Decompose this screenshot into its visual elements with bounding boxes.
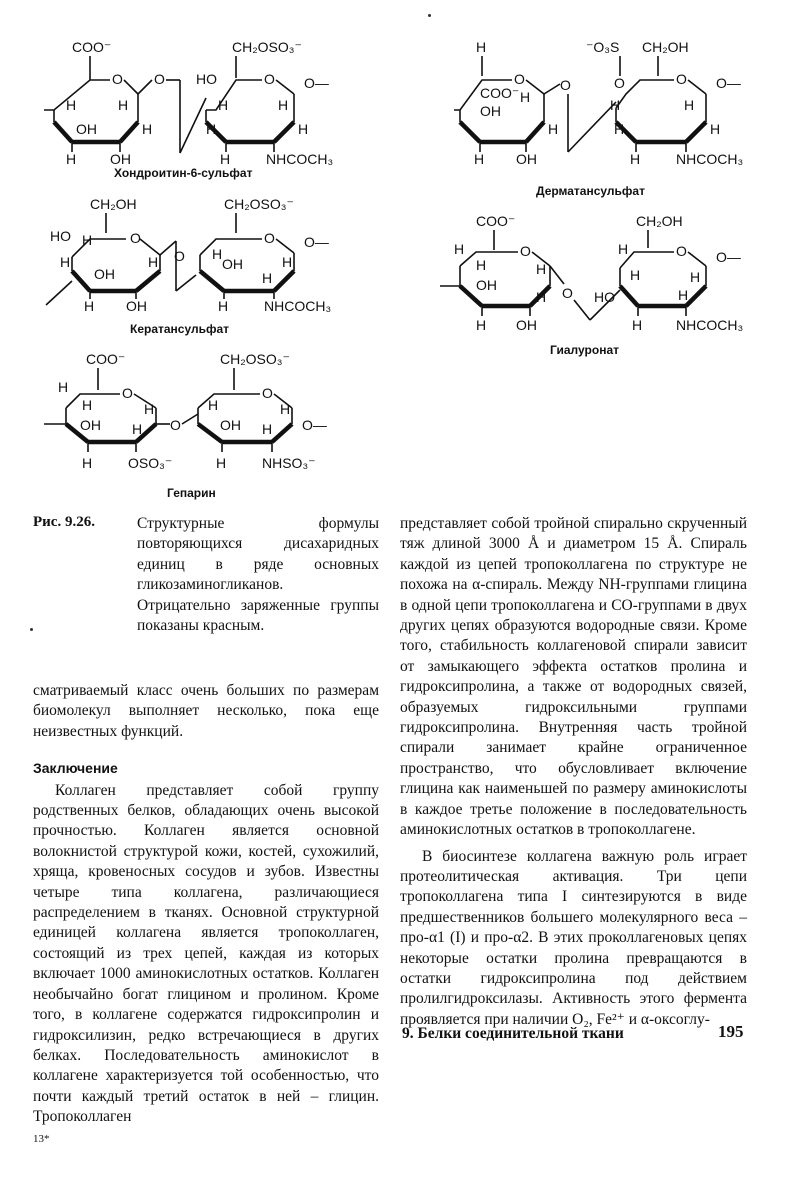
svg-text:NHCOCH₃: NHCOCH₃ xyxy=(264,298,332,314)
svg-text:O: O xyxy=(262,385,273,401)
svg-text:H: H xyxy=(548,121,559,137)
svg-text:H: H xyxy=(218,298,229,314)
figure-label: Рис. 9.26. xyxy=(33,514,95,530)
svg-text:OH: OH xyxy=(516,151,537,167)
dermatan-sulfate-structure xyxy=(440,38,770,168)
svg-text:H: H xyxy=(58,379,69,395)
dermatan-sulfate-name: Дерматансульфат xyxy=(536,184,645,198)
svg-text:COO⁻: COO⁻ xyxy=(476,213,516,229)
svg-text:⁻O₃S: ⁻O₃S xyxy=(586,39,620,55)
svg-text:H: H xyxy=(298,121,309,137)
svg-text:H: H xyxy=(520,89,531,105)
svg-text:H: H xyxy=(476,39,487,55)
svg-text:HO: HO xyxy=(50,228,71,244)
chondroitin-sulfate-structure xyxy=(36,38,366,168)
svg-text:HO: HO xyxy=(196,71,217,87)
svg-text:H: H xyxy=(476,317,487,333)
running-footer-chapter: 9. Белки соединительной ткани xyxy=(402,1025,624,1042)
svg-text:H: H xyxy=(280,401,291,417)
svg-text:H: H xyxy=(218,97,229,113)
svg-text:H: H xyxy=(536,289,547,305)
right-column xyxy=(400,514,747,1030)
right-paragraph-biosynthesis: В биосинтезе коллагена важную роль играет протеолитическая активация. Три цепи тропоколлагена типа I синтезируются в виде предшественников большего молекулярного веса – про-α1 (I) и про-α2. В этих проколлагеновых цепях некоторые остатки пролина превращаются в остатки гидроксипролина под действием пролилгидроксилазы. Активность этого фермента проявляется при наличии O₂, Fe²⁺ и α-оксоглу- xyxy=(400,847,747,1028)
svg-text:H: H xyxy=(82,232,93,248)
hyaluronate-structure xyxy=(440,210,770,340)
svg-text:O—: O— xyxy=(304,75,329,91)
svg-text:CH₂OH: CH₂OH xyxy=(642,39,689,55)
svg-text:H: H xyxy=(66,151,77,167)
svg-text:CH₂OSO₃⁻: CH₂OSO₃⁻ xyxy=(232,39,302,55)
svg-text:H: H xyxy=(476,257,487,273)
svg-text:H: H xyxy=(630,151,641,167)
svg-text:H: H xyxy=(262,421,273,437)
left-paragraph-collagen: Коллаген представляет собой группу родственных белков, обладающих очень высокой прочностью. Коллаген является основной волокнистой структурой кожи, костей, сухожилий, хряща, кровеносных сосудов и зубов. Известны четыре типа коллагена, различающиеся распределением в тканях. Основной структурной единицей коллагена является тропоколлаген, состоящий из трех цепей, каждая из которых включает 1000 аминокислотных остатков. Коллаген необычайно богат глицином и пролином. Кроме того, в коллагене содержатся гидроксипролин и гидроксилизин, редко встречающиеся в других белках. Последовательность аминокислот в коллагене характеризуется той особенностью, что почти каждый третий остаток в ней – глицин. Тропоколлаген xyxy=(33,781,379,1126)
svg-text:OH: OH xyxy=(476,277,497,293)
svg-text:CH₂OSO₃⁻: CH₂OSO₃⁻ xyxy=(220,351,290,367)
svg-text:H: H xyxy=(212,246,223,262)
svg-text:COO⁻: COO⁻ xyxy=(86,351,126,367)
svg-text:O: O xyxy=(562,285,573,301)
keratan-sulfate-name: Кератансульфат xyxy=(130,322,230,336)
svg-text:OH: OH xyxy=(126,298,147,314)
scan-speck xyxy=(30,628,33,631)
svg-text:OH: OH xyxy=(110,151,131,167)
svg-text:O: O xyxy=(614,75,625,91)
svg-text:H: H xyxy=(678,287,689,303)
summary-heading: Заключение xyxy=(33,760,118,777)
svg-text:NHCOCH₃: NHCOCH₃ xyxy=(676,151,744,167)
svg-text:H: H xyxy=(262,270,273,286)
left-column xyxy=(33,681,379,1128)
svg-text:NHCOCH₃: NHCOCH₃ xyxy=(676,317,744,333)
svg-text:O—: O— xyxy=(304,234,329,250)
svg-text:H: H xyxy=(60,254,71,270)
svg-text:HO: HO xyxy=(594,289,615,305)
chondroitin-sulfate-name: Хондроитин-6-сульфат xyxy=(114,166,253,180)
svg-text:O: O xyxy=(520,243,531,259)
svg-text:O: O xyxy=(170,417,181,433)
svg-text:H: H xyxy=(216,455,227,471)
svg-text:H: H xyxy=(474,151,485,167)
svg-text:H: H xyxy=(118,97,129,113)
svg-text:O: O xyxy=(514,71,525,87)
svg-text:H: H xyxy=(690,269,701,285)
svg-text:O: O xyxy=(264,71,275,87)
svg-text:O—: O— xyxy=(716,249,741,265)
svg-text:OH: OH xyxy=(94,266,115,282)
svg-text:H: H xyxy=(278,97,289,113)
svg-text:O: O xyxy=(676,71,687,87)
heparin-structure xyxy=(40,350,370,475)
svg-text:OSO₃⁻: OSO₃⁻ xyxy=(128,455,173,471)
svg-text:H: H xyxy=(66,97,77,113)
label-coo: COO⁻ xyxy=(72,39,112,55)
svg-text:H: H xyxy=(630,267,641,283)
svg-text:H: H xyxy=(282,254,293,270)
svg-text:O: O xyxy=(130,230,141,246)
svg-text:CH₂OH: CH₂OH xyxy=(90,196,137,212)
page-number: 195 xyxy=(718,1022,744,1041)
svg-text:O—: O— xyxy=(302,417,327,433)
svg-text:O: O xyxy=(122,385,133,401)
svg-text:H: H xyxy=(220,151,231,167)
svg-text:H: H xyxy=(208,397,219,413)
svg-text:OH: OH xyxy=(80,417,101,433)
svg-text:COO⁻: COO⁻ xyxy=(480,85,520,101)
svg-text:O: O xyxy=(174,248,185,264)
svg-text:H: H xyxy=(632,317,643,333)
left-paragraph-continued: сматриваемый класс очень больших по размерам биомолекул выполняет несколько, пока еще неизвестных функций. xyxy=(33,682,379,740)
svg-text:H: H xyxy=(614,121,625,137)
svg-text:O: O xyxy=(560,77,571,93)
svg-text:O: O xyxy=(676,243,687,259)
svg-text:CH₂OSO₃⁻: CH₂OSO₃⁻ xyxy=(224,196,294,212)
svg-text:H: H xyxy=(710,121,721,137)
hyaluronate-name: Гиалуронат xyxy=(550,343,619,357)
svg-text:H: H xyxy=(454,241,465,257)
svg-text:H: H xyxy=(618,241,629,257)
scan-speck xyxy=(428,14,431,17)
svg-text:H: H xyxy=(82,455,93,471)
svg-text:OH: OH xyxy=(220,417,241,433)
heparin-name: Гепарин xyxy=(167,486,216,500)
svg-text:O: O xyxy=(154,71,165,87)
svg-text:O: O xyxy=(264,230,275,246)
svg-text:OH: OH xyxy=(76,121,97,137)
svg-text:OH: OH xyxy=(222,256,243,272)
svg-text:OH: OH xyxy=(480,103,501,119)
figure-caption: Структурные формулы повторяющихся дисахаридных единиц в ряде основных гликозаминогликанов. Отрицательно заряженные группы показаны красным. xyxy=(137,515,379,635)
svg-text:H: H xyxy=(684,97,695,113)
svg-text:H: H xyxy=(144,401,155,417)
svg-text:H: H xyxy=(536,261,547,277)
svg-text:O: O xyxy=(112,71,123,87)
svg-text:H: H xyxy=(610,97,621,113)
svg-text:O—: O— xyxy=(716,75,741,91)
svg-text:H: H xyxy=(82,397,93,413)
svg-text:H: H xyxy=(84,298,95,314)
svg-text:H: H xyxy=(142,121,153,137)
svg-text:H: H xyxy=(132,421,143,437)
svg-text:NHSO₃⁻: NHSO₃⁻ xyxy=(262,455,316,471)
svg-text:H: H xyxy=(206,121,217,137)
svg-text:NHCOCH₃: NHCOCH₃ xyxy=(266,151,334,167)
svg-text:OH: OH xyxy=(516,317,537,333)
keratan-sulfate-structure xyxy=(36,195,366,320)
svg-text:H: H xyxy=(148,254,159,270)
signature-mark: 13* xyxy=(33,1133,50,1145)
svg-text:CH₂OH: CH₂OH xyxy=(636,213,683,229)
right-paragraph-helix: представляет собой тройной спирально скрученный тяж длиной 3000 Å и диаметром 15 Å. Спираль каждой из цепей тропоколлагена по структуре не похожа на α-спираль. Между NH-группами глицина в одной цепи тропоколлагена и CO-группами в двух других цепях образуются водородные связи. Кроме того, стабильность коллагеновой спирали зависит от замыкающего эффекта остатков пролина и гидроксипролина, а также от водородных связей, образуемых гидроксильными группами гидроксипролина. Внутренняя часть тройной спирали занимает крайне ограниченное пространство, что обусловливает включение глицина как наименьшей по размеру аминокислоты в каждое третье положение в последовательность аминокислотных остатков в тропоколлагене. xyxy=(400,515,747,839)
